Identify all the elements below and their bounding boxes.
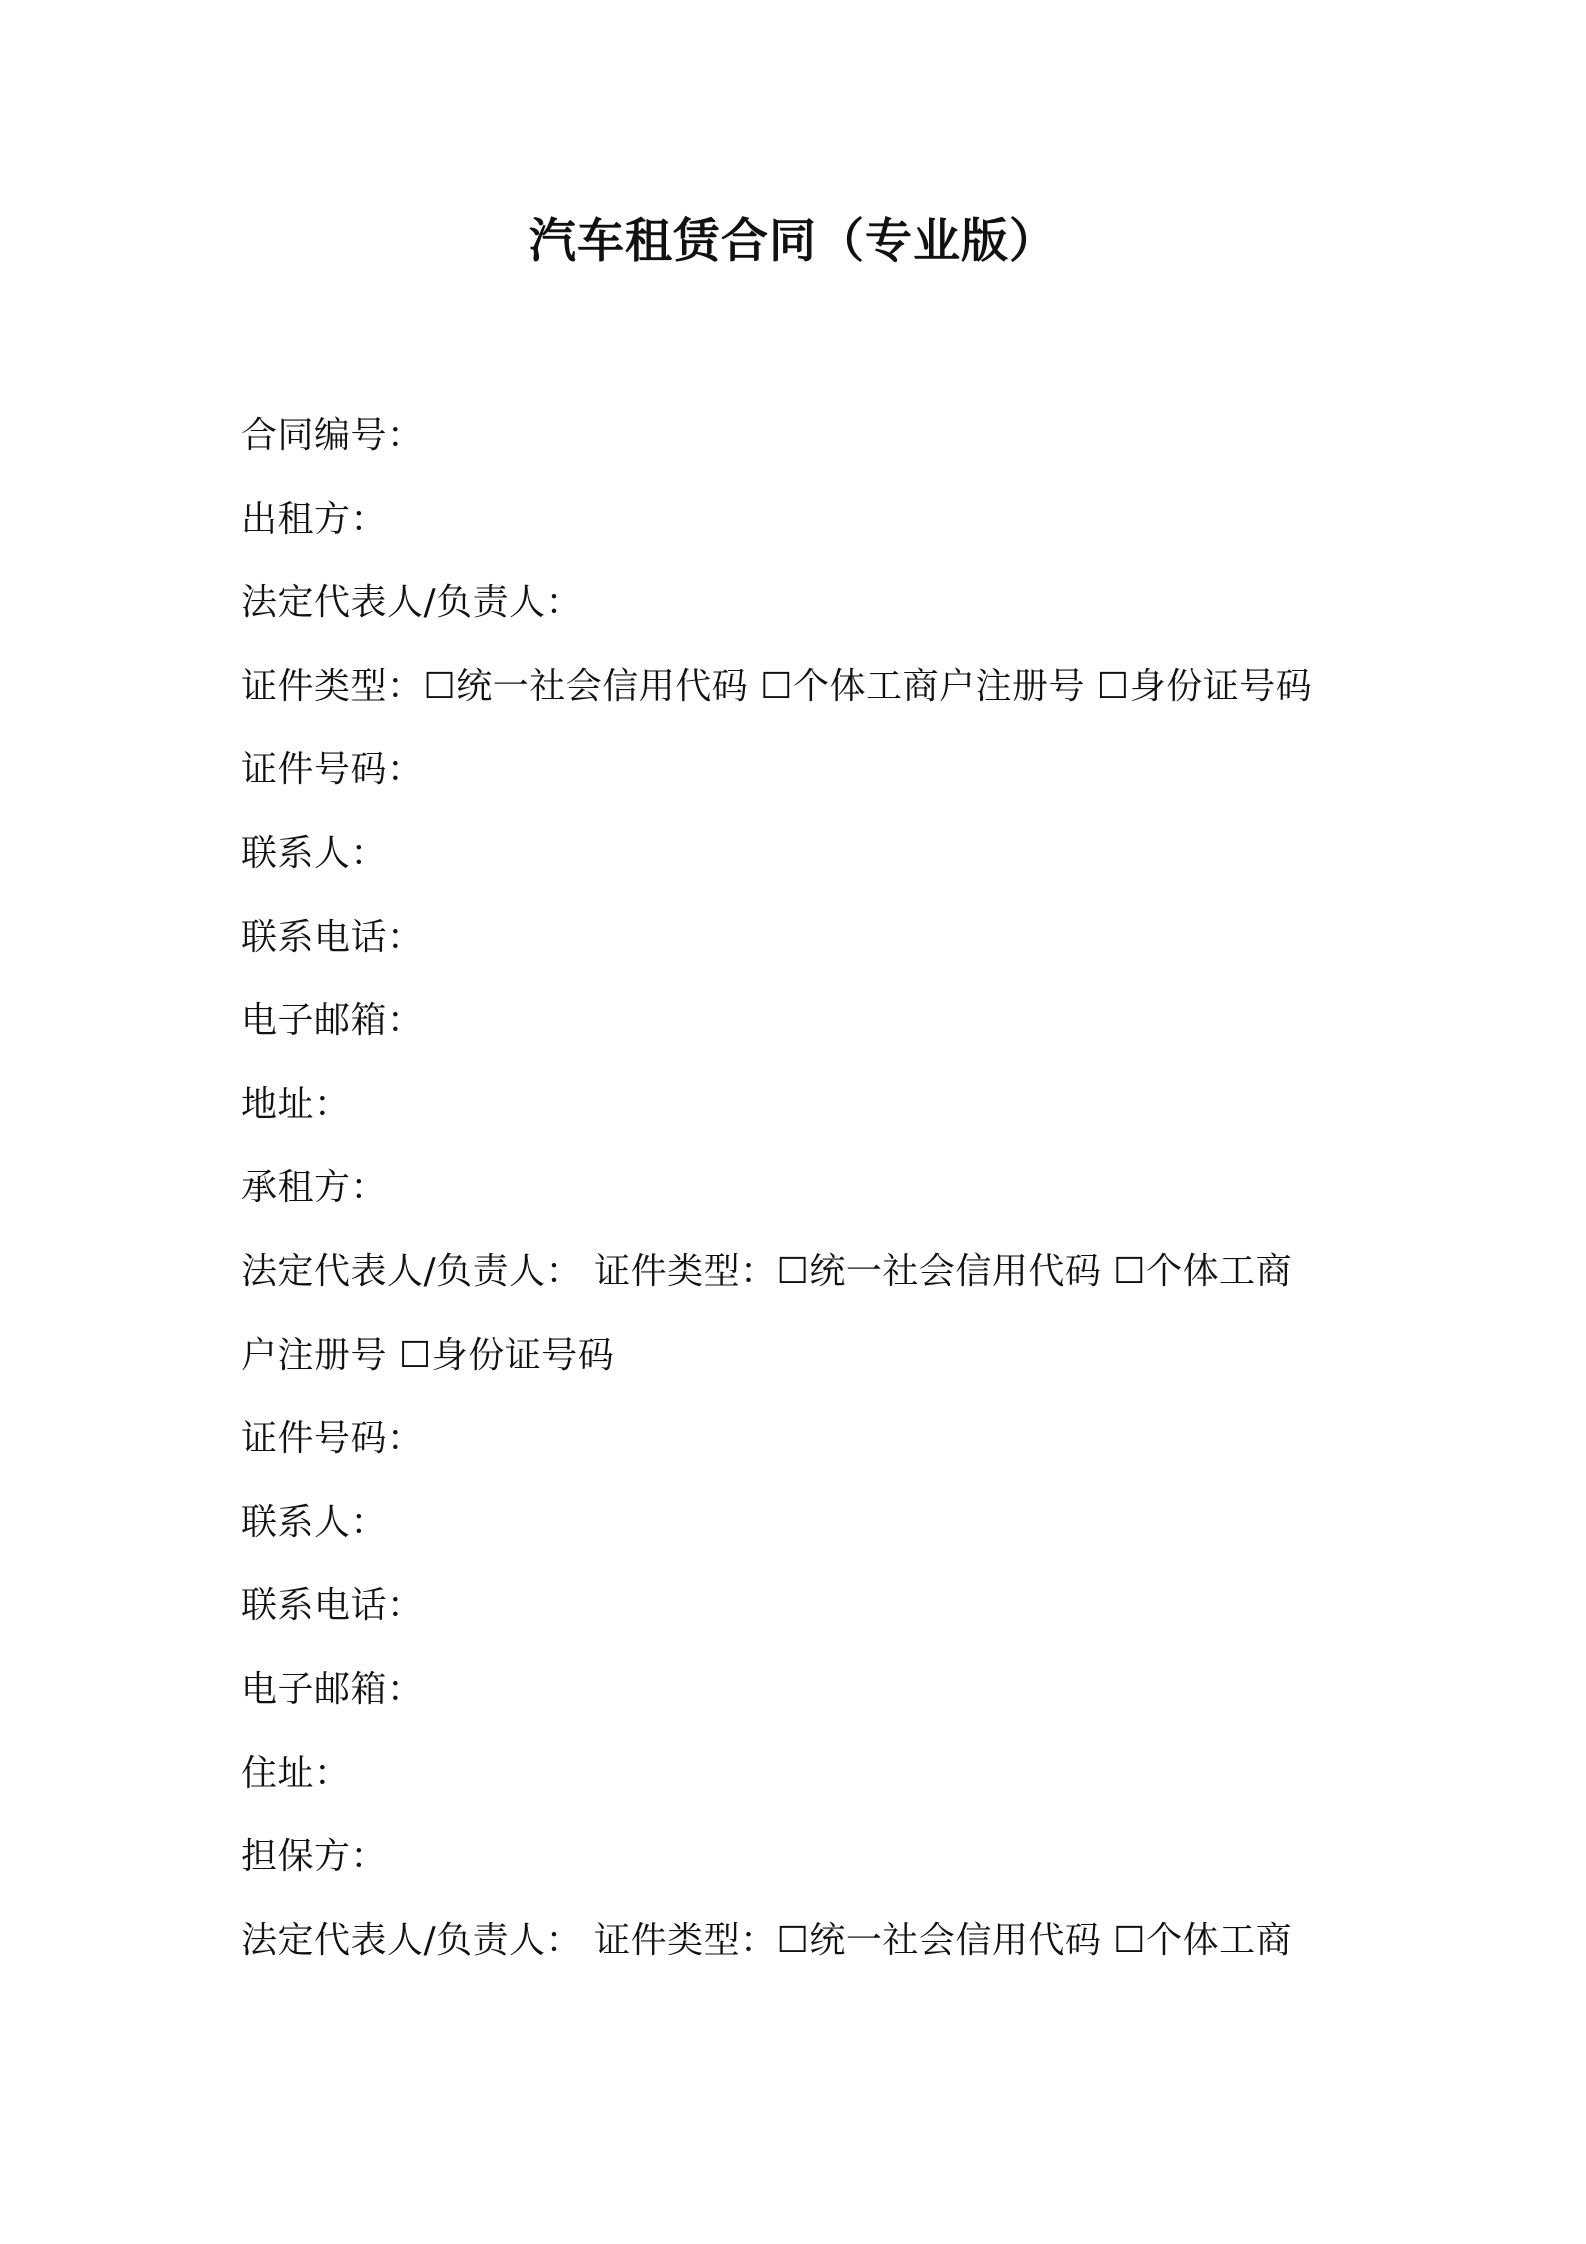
field-guarantor: 担保方： [241, 1836, 388, 1878]
field-lessee-phone: 联系电话： [241, 1585, 424, 1627]
field-lessor-legal-rep: 法定代表人/负责人： [241, 582, 583, 624]
field-lessee: 承租方： [241, 1167, 388, 1209]
field-lessee-contact: 联系人： [241, 1501, 388, 1543]
field-lessor-id-type: 证件类型：☐统一社会信用代码 ☐个体工商户注册号 ☐身份证号码 [241, 665, 1313, 707]
field-lessee-email: 电子邮箱： [241, 1668, 424, 1710]
field-contract-number: 合同编号： [241, 415, 424, 456]
field-lessor-phone: 联系电话： [241, 916, 424, 958]
contract-fields [241, 406, 1391, 1994]
field-guarantor-legal-rep-id-type: 法定代表人/负责人： 证件类型：☐统一社会信用代码 ☐个体工商 [241, 1919, 1293, 1961]
field-lessor: 出租方： [241, 498, 388, 540]
document-title: 汽车租赁合同（专业版） [529, 214, 1057, 269]
field-lessee-legal-rep-id-type: 法定代表人/负责人： 证件类型：☐统一社会信用代码 ☐个体工商 [241, 1250, 1293, 1292]
field-lessee-id-number: 证件号码： [241, 1418, 424, 1460]
field-lessor-contact: 联系人： [241, 832, 388, 874]
field-lessee-residence: 住址： [241, 1752, 351, 1794]
field-lessee-id-type-continued: 户注册号 ☐身份证号码 [241, 1334, 615, 1376]
field-lessor-id-number: 证件号码： [241, 749, 424, 791]
field-lessor-address: 地址： [241, 1083, 351, 1125]
field-lessor-email: 电子邮箱： [241, 1000, 424, 1042]
